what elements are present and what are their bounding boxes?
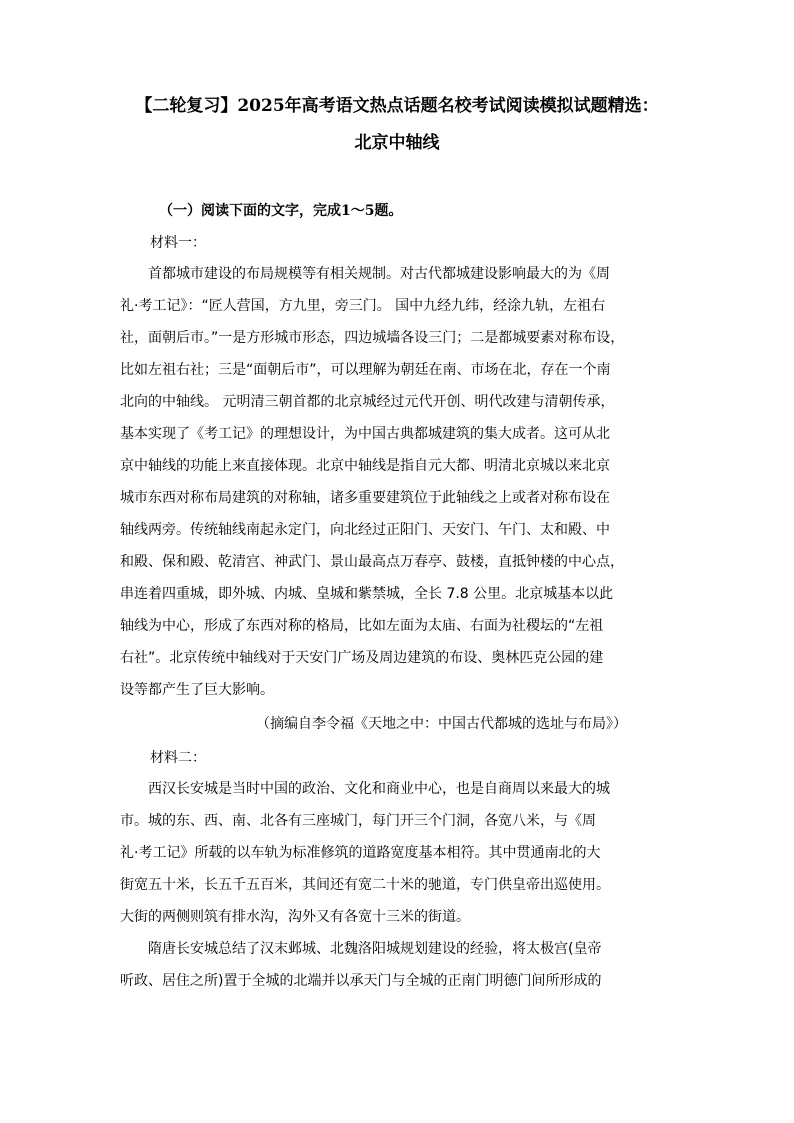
text-line: 轴线两旁。传统轴线南起永定门，向北经过正阳门、天安门、午门、太和殿、中 <box>120 522 610 538</box>
material-1-source-citation: （摘编自李令福《天地之中：中国古代都城的选址与布局》） <box>256 716 627 732</box>
text-line: 西汉长安城是当时中国的政治、文化和商业中心，也是自商周以来最大的城 <box>120 781 610 797</box>
text-line: 隋唐长安城总结了汉末邺城、北魏洛阳城规划建设的经验，将太极宫(皇帝 <box>120 941 602 957</box>
text-line: 首都城市建设的布局规模等有相关规制。对古代都城建设影响最大的为《周 <box>120 266 610 282</box>
text-line: 市。城的东、西、南、北各有三座城门，每门开三个门洞，各宽八米，与《周 <box>120 813 596 829</box>
text-line: 设等都产生了巨大影响。 <box>120 682 274 698</box>
text-line: 比如左祖右社；三是“面朝后市”，可以理解为朝廷在南、市场在北，存在一个南 <box>120 362 611 378</box>
document-title-line-1: 【二轮复习】2025年高考语文热点话题名校考试阅读模拟试题精选： <box>135 96 659 116</box>
text-line: 北向的中轴线。 元明清三朝首都的北京城经过元代开创、明代改建与清朝传承， <box>120 394 615 410</box>
material-2-paragraph-2 <box>120 933 680 997</box>
material-2-paragraph-1 <box>120 773 680 933</box>
text-line: 基本实现了《考工记》的理想设计，为中国古典都城建筑的集大成者。这可从北 <box>120 426 610 442</box>
material-1-paragraph <box>120 258 680 706</box>
text-line: 礼·考工记》：“匠人营国，方九里，旁三门。 国中九经九纬，经涂九轨，左祖右 <box>120 298 606 314</box>
text-line: 礼·考工记》所载的以车轨为标准修筑的道路宽度基本相符。其中贯通南北的大 <box>120 845 601 861</box>
text-line: 和殿、保和殿、乾清宫、神武门、景山最高点万春亭、鼓楼，直抵钟楼的中心点， <box>120 554 624 570</box>
text-line: 街宽五十米，长五千五百米，其间还有宽二十米的驰道，专门供皇帝出巡使用。 <box>120 877 610 893</box>
text-line: 轴线为中心，形成了东西对称的格局，比如左面为太庙、右面为社稷坛的“左祖 <box>120 618 604 634</box>
text-line: 右社”。北京传统中轴线对于天安门广场及周边建筑的布设、奥林匹克公园的建 <box>120 650 604 666</box>
text-line: 串连着四重城，即外城、内城、皇城和紫禁城，全长 7.8 公里。北京城基本以此 <box>120 586 614 602</box>
text-line: 京中轴线的功能上来直接体现。北京中轴线是指自元大都、明清北京城以来北京 <box>120 458 610 474</box>
text-line: 大街的两侧则筑有排水沟，沟外又有各宽十三米的街道。 <box>120 909 470 925</box>
text-line: 城市东西对称布局建筑的对称轴，诸多重要建筑位于此轴线之上或者对称布设在 <box>120 490 610 506</box>
text-line: 社，面朝后市。”一是方形城市形态，四边城墙各设三门；二是都城要素对称布设， <box>120 330 625 346</box>
material-2-label: 材料二： <box>150 750 206 766</box>
question-section-heading: （一）阅读下面的文字，完成1～5题。 <box>159 203 403 219</box>
document-title-line-2: 北京中轴线 <box>354 133 440 153</box>
material-1-label: 材料一： <box>150 235 206 251</box>
text-line: 听政、居住之所)置于全城的北端并以承天门与全城的正南门明德门间所形成的 <box>120 973 602 989</box>
